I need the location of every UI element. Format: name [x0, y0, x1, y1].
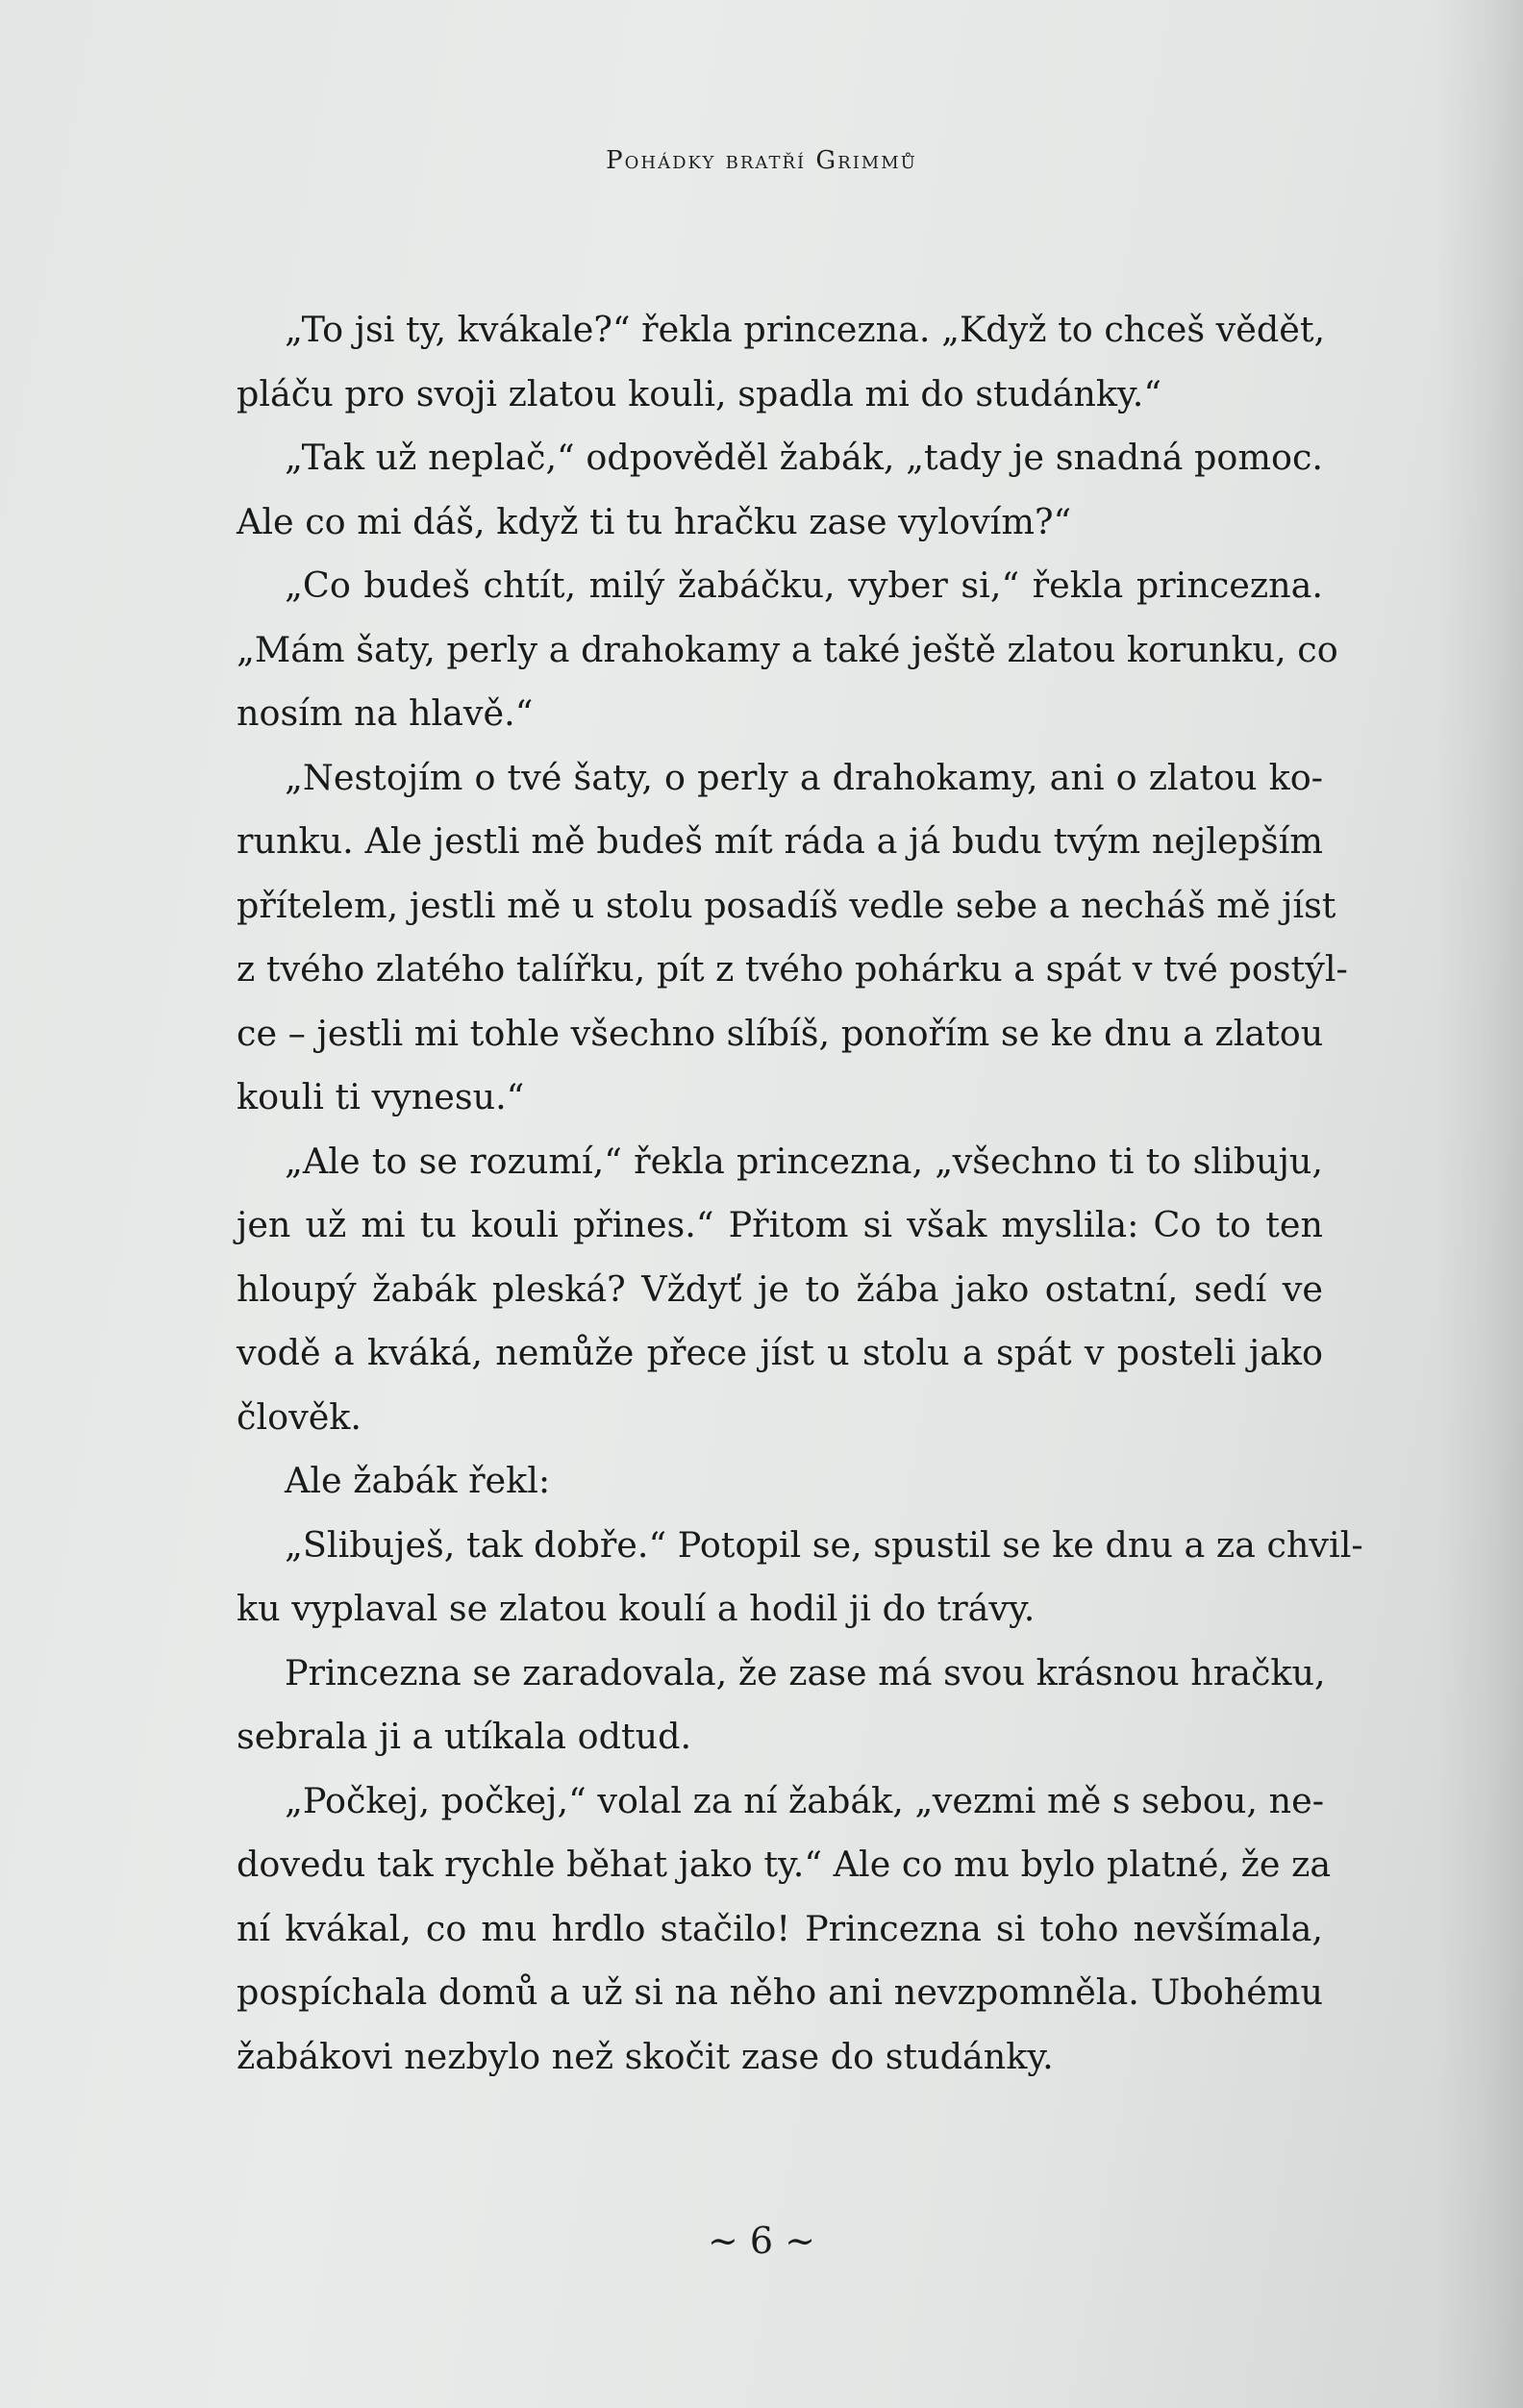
paragraph	[237, 1769, 1332, 2090]
text-line: „Co budeš chtít, milý žabáčku, vyber si,“ řekla princezna.	[285, 564, 1323, 606]
paragraph	[237, 554, 1338, 746]
page-number: ~ 6 ~	[707, 2220, 815, 2262]
text-line: jen už mi tu kouli přines.“ Přitom si však myslila: Co to ten	[237, 1204, 1323, 1245]
text-line: člověk.	[237, 1395, 362, 1438]
paragraph	[237, 1514, 1363, 1642]
text-line: přítelem, jestli mě u stolu posadíš vedle sebe a necháš mě jíst	[237, 884, 1336, 926]
paragraph	[237, 1449, 1323, 1514]
paragraph	[237, 1130, 1323, 1450]
body-text	[237, 298, 1363, 2089]
text-line: z tvého zlatého talířku, pít z tvého pohárku a spát v tvé postýl-	[237, 948, 1348, 990]
text-line: žabákovi nezbylo než skočit zase do studánky.	[237, 2035, 1054, 2077]
text-line: dovedu tak rychle běhat jako ty.“ Ale co mu bylo platné, že za	[237, 1844, 1332, 1885]
text-line: „To jsi ty, kvákale?“ řekla princezna. „Když to chceš vědět,	[285, 309, 1326, 350]
text-line: hloupý žabák pleská? Vždyť je to žába jako ostatní, sedí ve	[237, 1267, 1323, 1310]
text-line: pospíchala domů a už si na něho ani nevzpomněla. Ubohému	[237, 1971, 1323, 2013]
text-line: vodě a kváká, nemůže přece jíst u stolu a spát v posteli jako	[237, 1332, 1323, 1373]
text-line: runku. Ale jestli mě budeš mít ráda a já budu tvým nejlepším	[237, 820, 1323, 862]
text-line: „Nestojím o tvé šaty, o perly a drahokamy, ani o zlatou ko-	[285, 756, 1323, 798]
text-line: pláču pro svoji zlatou kouli, spadla mi do studánky.“	[237, 372, 1162, 414]
text-line: sebrala ji a utíkala odtud.	[237, 1716, 692, 1757]
text-line: „Slibuješ, tak dobře.“ Potopil se, spustil se ke dnu a za chvil-	[285, 1523, 1363, 1566]
text-line: „Ale to se rozumí,“ řekla princezna, „všechno ti to slibuju,	[285, 1140, 1323, 1182]
text-line: ce – jestli mi tohle všechno slíbíš, ponořím se ke dnu a zlatou	[237, 1012, 1324, 1054]
text-line: Princezna se zaradovala, že zase má svou krásnou hračku,	[285, 1651, 1326, 1693]
paragraph	[237, 298, 1326, 426]
running-head: Pohádky bratří Grimmů	[606, 146, 917, 175]
text-line: ku vyplaval se zlatou koulí a hodil ji do trávy.	[237, 1588, 1036, 1629]
paragraph	[237, 1642, 1326, 1769]
text-line: „Tak už neplač,“ odpověděl žabák, „tady je snadná pomoc.	[285, 437, 1323, 478]
text-line: ní kvákal, co mu hrdlo stačilo! Princezna si toho nevšímala,	[237, 1907, 1323, 1949]
text-line: Ale žabák řekl:	[285, 1460, 551, 1501]
paragraph	[237, 426, 1323, 554]
text-line: „Mám šaty, perly a drahokamy a také ještě zlatou korunku, co	[237, 628, 1338, 670]
text-line: „Počkej, počkej,“ volal za ní žabák, „vezmi mě s sebou, ne-	[285, 1779, 1325, 1821]
paragraph	[237, 746, 1348, 1130]
text-line: Ale co mi dáš, když ti tu hračku zase vylovím?“	[237, 500, 1072, 542]
page-edge-shadow	[1436, 0, 1523, 2408]
text-line: kouli ti vynesu.“	[237, 1076, 525, 1117]
text-line: nosím na hlavě.“	[237, 692, 534, 734]
